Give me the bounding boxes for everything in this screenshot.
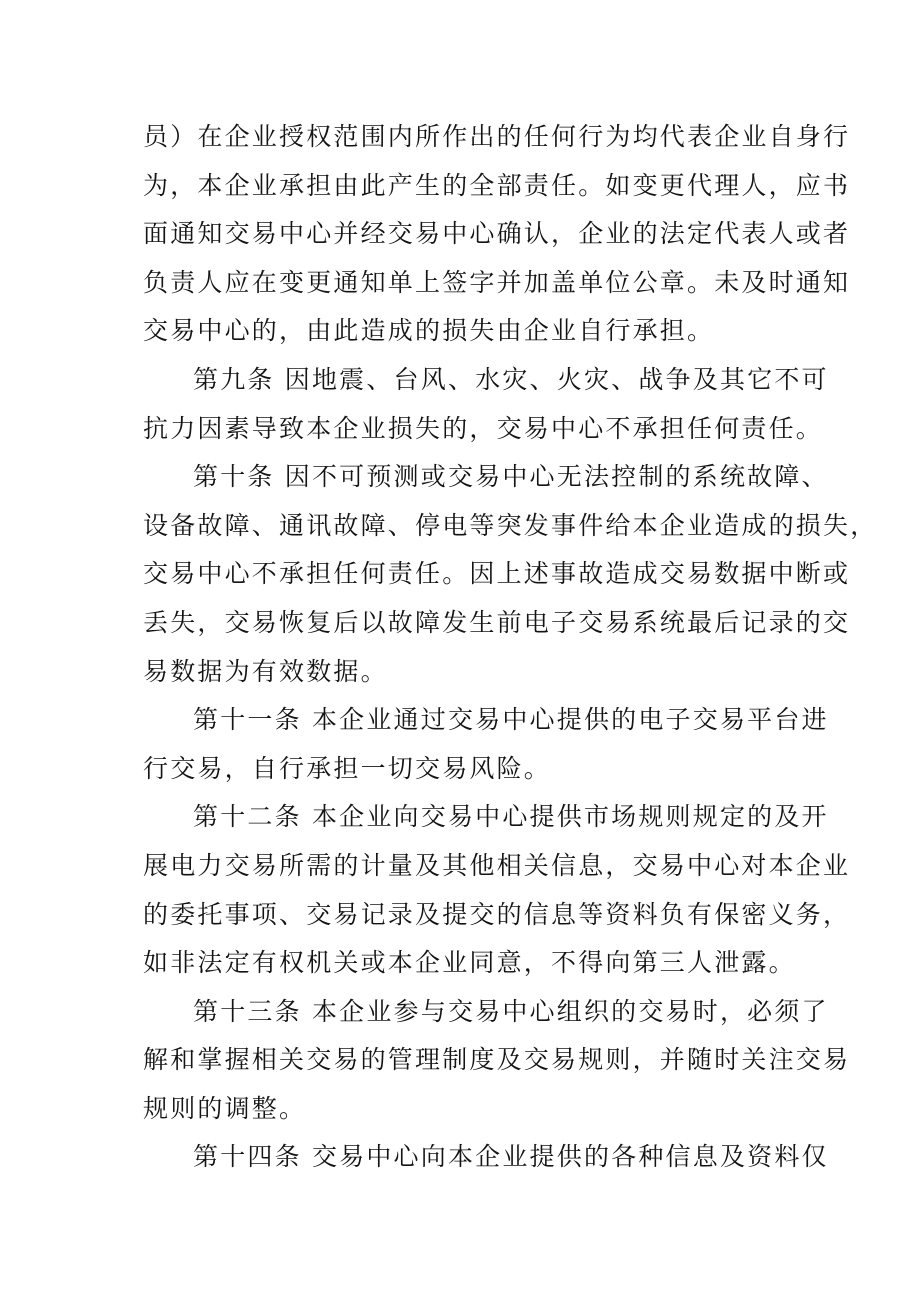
article-9 (143, 356, 829, 453)
text-line: 展电力交易所需的计量及其他相关信息，交易中心对本企业 (143, 850, 851, 880)
text-line: 如非法定有权机关或本企业同意，不得向第三人泄露。 (143, 948, 796, 978)
text-line: 第十一条 本企业通过交易中心提供的电子交易平台进 (193, 705, 829, 735)
article-14 (143, 1133, 829, 1182)
text-line: 解和掌握相关交易的管理制度及交易规则，并随时关注交易 (143, 1045, 851, 1075)
document-body (143, 113, 878, 1182)
text-line: 面通知交易中心并经交易中心确认，企业的法定代表人或者 (143, 219, 851, 249)
text-line: 为，本企业承担由此产生的全部责任。如变更代理人，应书 (143, 170, 851, 200)
text-line: 第十二条 本企业向交易中心提供市场规则规定的及开 (193, 802, 829, 832)
text-line: 抗力因素导致本企业损失的，交易中心不承担任何责任。 (143, 413, 824, 443)
text-line: 交易中心的，由此造成的损失由企业自行承担。 (143, 316, 715, 346)
text-line: 丢失，交易恢复后以故障发生前电子交易系统最后记录的交 (143, 607, 851, 637)
text-line: 第十四条 交易中心向本企业提供的各种信息及资料仅 (193, 1142, 829, 1172)
text-line: 行交易，自行承担一切交易风险。 (143, 753, 552, 783)
text-line: 员）在企业授权范围内所作出的任何行为均代表企业自身行 (143, 122, 851, 151)
paragraph-continuation (143, 113, 851, 356)
text-line: 负责人应在变更通知单上签字并加盖单位公章。未及时通知 (143, 267, 851, 297)
text-line: 设备故障、通讯故障、停电等突发事件给本企业造成的损失， (143, 510, 878, 540)
article-10 (143, 453, 878, 696)
article-13 (143, 988, 851, 1134)
article-12 (143, 793, 851, 987)
text-line: 规则的调整。 (143, 1093, 307, 1123)
article-11 (143, 696, 829, 793)
text-line: 第九条 因地震、台风、水灾、火灾、战争及其它不可 (193, 364, 829, 394)
text-line: 第十三条 本企业参与交易中心组织的交易时，必须了 (193, 996, 829, 1026)
text-line: 易数据为有效数据。 (143, 656, 388, 686)
text-line: 交易中心不承担任何责任。因上述事故造成交易数据中断或 (143, 559, 851, 589)
text-line: 的委托事项、交易记录及提交的信息等资料负有保密义务， (143, 899, 851, 929)
text-line: 第十条 因不可预测或交易中心无法控制的系统故障、 (193, 462, 829, 492)
